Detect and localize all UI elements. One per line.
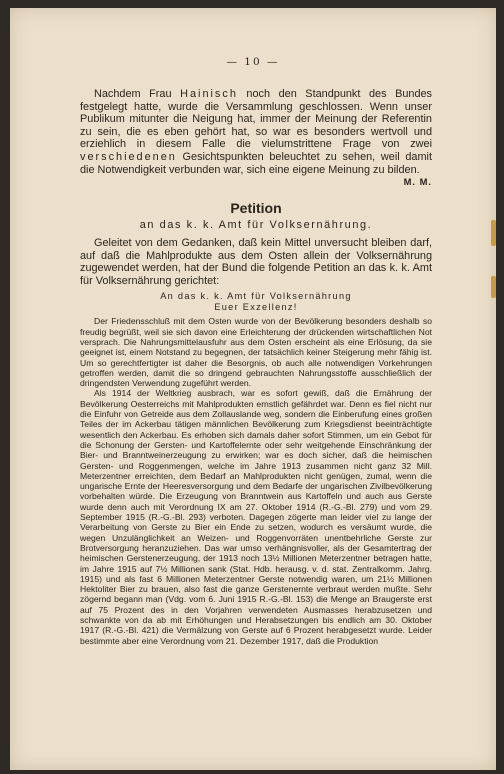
- petition-subtitle: an das k. k. Amt für Volksernährung.: [139, 219, 373, 231]
- petition-intro-paragraph: Geleitet von dem Gedanken, daß kein Mittel unversucht bleiben darf, auf daß die Mahlprodukte aus dem Osten allein der Volksernährung zugewendet werden, hat der Bund die folgende Petition an das k. k. Amt für Volksernährung gerichtet:: [80, 237, 432, 287]
- page-edge-mark: [491, 276, 496, 298]
- intro-paragraph: [80, 88, 432, 176]
- intro-text: Gesichtspunkten beleuchtet zu sehen, weil damit die Notwendigkeit verbunden war, sich eine eigene Meinung zu bilden.: [80, 150, 432, 176]
- author-signature: M. M.: [403, 176, 432, 188]
- signature-line: [80, 176, 432, 189]
- petition-addressee: An das k. k. Amt für Volksernährung: [160, 291, 352, 302]
- intro-text: noch den Standpunkt des Bundes festgelegt hatte, wurde die Versammlung geschlossen. Wenn unser Publikum mitunter die Neigung hat, immer der Meinung der Referentin zu sein, die es eben gehört hat, so war es besonders wertvoll und erziehlich in diesem Falle die vielumstrittene Frage von zwei: [80, 88, 432, 151]
- petition-salutation: Euer Exzellenz!: [214, 301, 298, 312]
- speaker-name: Hainisch: [180, 88, 238, 100]
- emphasized-word: verschiedenen: [80, 150, 177, 163]
- intro-section: [80, 88, 432, 189]
- petition-title: Petition: [230, 200, 282, 216]
- document-page: [10, 8, 496, 770]
- petition-body-paragraph: Der Friedensschluß mit dem Osten wurde von der Bevölkerung besonders deshalb so freudig begrüßt, weil sie sich davon eine Erleichterung der drückenden wirtschaftlichen Not versprach. Die Nahrungsmittelausfuhr aus dem Osten erscheint als eine Erlösung, da sie geeignet ist, einem Notstand zu begegnen, der tatsächlich keiner Steigerung mehr fähig ist. Um so gerechtfertigter ist daher die Besorgnis, ob auch alle notwendigen Vorkehrungen getroffen werden, damit die so dringend gebrauchten Nahrungsstoffe ausschließlich der dringendsten Verwendung zugeführt werden.: [80, 316, 432, 389]
- page-edge-mark: [491, 220, 496, 246]
- petition-section: [80, 200, 432, 646]
- intro-text: Nachdem Frau: [94, 88, 181, 100]
- petition-body-paragraph: Als 1914 der Weltkrieg ausbrach, war es sofort gewiß, daß die Ernährung der Bevölkerung Oesterreichs mit Mahlprodukten ernstlich gefährdet war. Denn es fiel nicht nur die Einfuhr von Getreide aus dem Zollauslande weg, sondern die Einberufung eines großen Teiles der im Ackerbau tätigen männlichen Bevölkerung zum Kriegsdienst beeinträchtigte wesentlich den Ackerbau. Es erhoben sich damals daher sofort Stimmen, um ein Gebot für die Schonung der Gersten- und Kartoffelernte oder sehr weitgehende Einschränkung der Bier- und Branntweinerzeugung zu erwirken; war es doch sicher, daß die heimischen Gersten- und Roggenmengen, welche im Jahre 1913 zusammen nicht ganz 32 Mill. Meterzentner erreichten, dem Bedarf an Mahlprodukten nicht genügen, zumal, wenn die ungarische Ernte der Heeresversorgung und dem Bedarfe der ungarischen Zivilbevölkerung vorbehalten würde. Die Erzeugung von Branntwein aus Kartoffeln und auch aus Gerste wurde denn auch mit Verordnung IX am 27. Oktober 1914 (R.-G.-Bl. 279) und vom 29. September 1915 (R.-G.-Bl. 293) verboten. Dagegen zögerte man leider viel zu lange der Verarbeitung von Gerste zu Bier ein Ende zu setzen, wodurch es versäumt wurde, die wegen Unzulänglichkeit an Weizen- und Roggenvorräten unentbehrliche Gerste zur Brotversorgung heranzuziehen. Das war umso verhängnisvoller, als der Gesamtertrag der heimischen Gerstenerzeugung, der 1913 noch 13½ Millionen Meterzentner betragen hatte, im Jahre 1915 auf 7½ Millionen sank (Stat. Hdb. herausg. v. d. stat. Zentralkomm. Jahrg. 1915) und als fast 6 Millionen Meterzentner Gerste notwendig waren, um 21½ Millionen Hektoliter Bier zu brauen, also fast die ganze Gerstenernte verbraut werden mußte. Sehr zögernd begann man (Vdg. vom 6. Juni 1915 R.-G.-Bl. 153) die Menge an Braugerste erst auf 75 Prozent des in den Vorjahren verwendeten Ausmasses herabzusetzen und schwankte von da ab mit Erhöhungen und Herabsetzungen bis endlich am 30. Oktober 1917 (R.-G.-Bl. 421) die Vermälzung von Gerste auf 6 Prozent herabgesetzt wurde. Leider bestimmte aber eine Verordnung vom 21. Dezember 1917, daß die Produktion: [80, 388, 432, 646]
- page-number: — 10 —: [226, 56, 280, 68]
